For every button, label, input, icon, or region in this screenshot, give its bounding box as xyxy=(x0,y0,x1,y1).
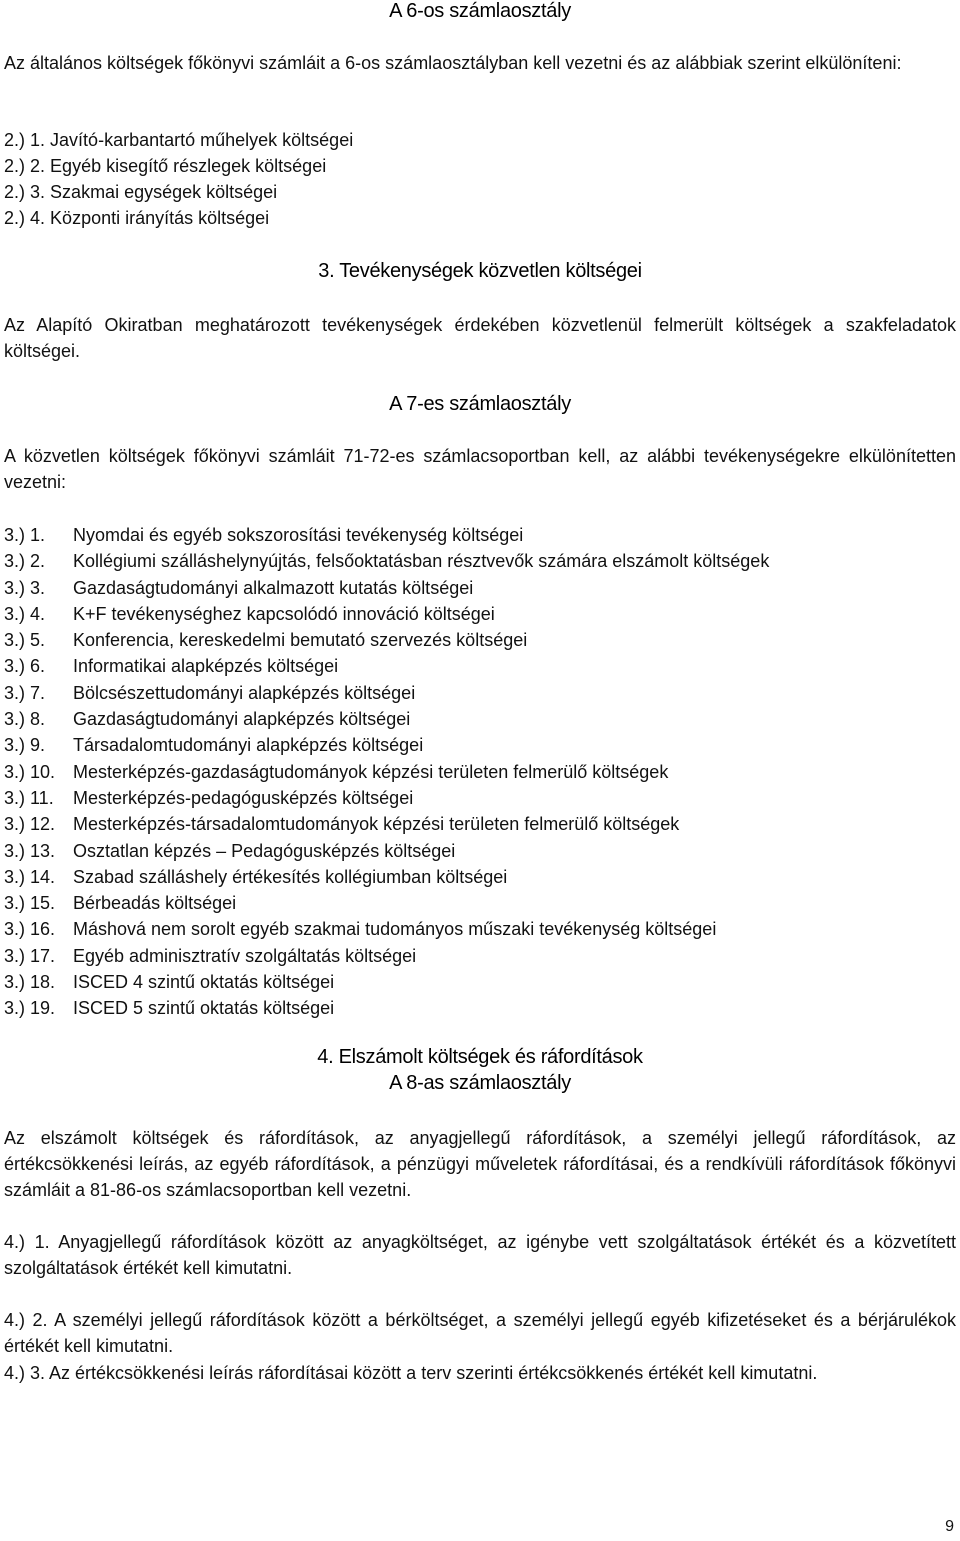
list-item: 3.) 4. K+F tevékenységhez kapcsolódó innováció költségei xyxy=(4,603,495,624)
section-6-intro: Az általános költségek főkönyvi számláit a 6-os számlaosztályban kell vezetni és az alábbiak szerint elkülöníteni: xyxy=(4,53,902,73)
list-item: 3.) 16. Máshová nem sorolt egyéb szakmai tudományos műszaki tevékenység költségei xyxy=(4,919,717,940)
list-item: 3.) 17. Egyéb adminisztratív szolgáltatás költségei xyxy=(4,945,417,966)
list-item: 3.) 13. Osztatlan képzés – Pedagógusképzés költségei xyxy=(4,840,456,861)
section-6-list xyxy=(4,127,956,231)
list-item: 2.) 1. Javító-karbantartó műhelyek költségei xyxy=(4,130,354,150)
list-item: 3.) 5. Konferencia, kereskedelmi bemutató szervezés költségei xyxy=(4,630,528,651)
list-item: 3.) 2. Kollégiumi szálláshelynyújtás, felsőoktatásban résztvevők számára elszámolt költségek xyxy=(4,551,770,572)
list-item: 3.) 9. Társadalomtudományi alapképzés költségei xyxy=(4,735,424,756)
section-7-list xyxy=(4,522,956,1022)
page-number: 9 xyxy=(945,1518,954,1535)
section-4-paragraph-2: 4.) 2. A személyi jellegű ráfordítások között a bérköltséget, a személyi jellegű egyéb kifizetéseket és a bérjárulékok értékét kell kimutatni. xyxy=(4,1310,956,1356)
list-item: 3.) 10. Mesterképzés-gazdaságtudományok képzési területen felmerülő költségek xyxy=(4,761,669,782)
section-4-heading: 4. Elszámolt költségek és ráfordítások xyxy=(317,1046,643,1068)
list-item: 3.) 8. Gazdaságtudományi alapképzés költségei xyxy=(4,709,411,730)
list-item: 3.) 3. Gazdaságtudományi alkalmazott kutatás költségei xyxy=(4,577,474,598)
section-7-heading: A 7-es számlaosztály xyxy=(389,393,571,415)
list-item: 3.) 12. Mesterképzés-társadalomtudományok képzési területen felmerülő költségek xyxy=(4,814,680,835)
list-item: 3.) 19. ISCED 5 szintű oktatás költségei xyxy=(4,998,335,1019)
section-4-intro: Az elszámolt költségek és ráfordítások, az anyagjellegű ráfordítások, a személyi jellegű ráfordítások, az értékcsökkenési leírás, az egyéb ráfordítások, a pénzügyi műveletek ráfordításai, és a rendkívüli ráfordítások főkönyvi számláit a 81-86-os számlacsoportban kell vezetni. xyxy=(4,1128,956,1200)
list-item: 3.) 1. Nyomdai és egyéb sokszorosítási tevékenység költségei xyxy=(4,525,524,545)
list-item: 3.) 11. Mesterképzés-pedagógusképzés költségei xyxy=(4,787,414,808)
list-item: 3.) 7. Bölcsészettudományi alapképzés költségei xyxy=(4,682,416,703)
section-4-paragraph-3: 4.) 3. Az értékcsökkenési leírás ráfordításai között a terv szerinti értékcsökkenés értékét kell kimutatni. xyxy=(4,1363,818,1383)
list-item: 3.) 15. Bérbeadás költségei xyxy=(4,893,237,914)
list-item: 2.) 2. Egyéb kisegítő részlegek költségei xyxy=(4,156,327,176)
section-8-subheading: A 8-as számlaosztály xyxy=(389,1072,571,1094)
list-item: 2.) 3. Szakmai egységek költségei xyxy=(4,182,278,202)
section-7-intro: A közvetlen költségek főkönyvi számláit 71-72-es számlacsoportban kell, az alábbi tevékenységekre elkülönítetten vezetni: xyxy=(4,446,956,492)
section-3-heading: 3. Tevékenységek közvetlen költségei xyxy=(318,260,642,282)
section-4-paragraph-1: 4.) 1. Anyagjellegű ráfordítások között az anyagköltséget, az igénybe vett szolgáltatások értékét és a közvetített szolgáltatások értékét kell kimutatni. xyxy=(4,1232,956,1278)
section-3-intro: Az Alapító Okiratban meghatározott tevékenységek érdekében közvetlenül felmerült költségek a szakfeladatok költségei. xyxy=(4,315,956,361)
list-item: 3.) 18. ISCED 4 szintű oktatás költségei xyxy=(4,972,335,993)
section-6-heading: A 6-os számlaosztály xyxy=(389,0,571,22)
list-item: 2.) 4. Központi irányítás költségei xyxy=(4,208,270,228)
list-item: 3.) 14. Szabad szálláshely értékesítés kollégiumban költségei xyxy=(4,866,508,887)
list-item: 3.) 6. Informatikai alapképzés költségei xyxy=(4,656,339,677)
